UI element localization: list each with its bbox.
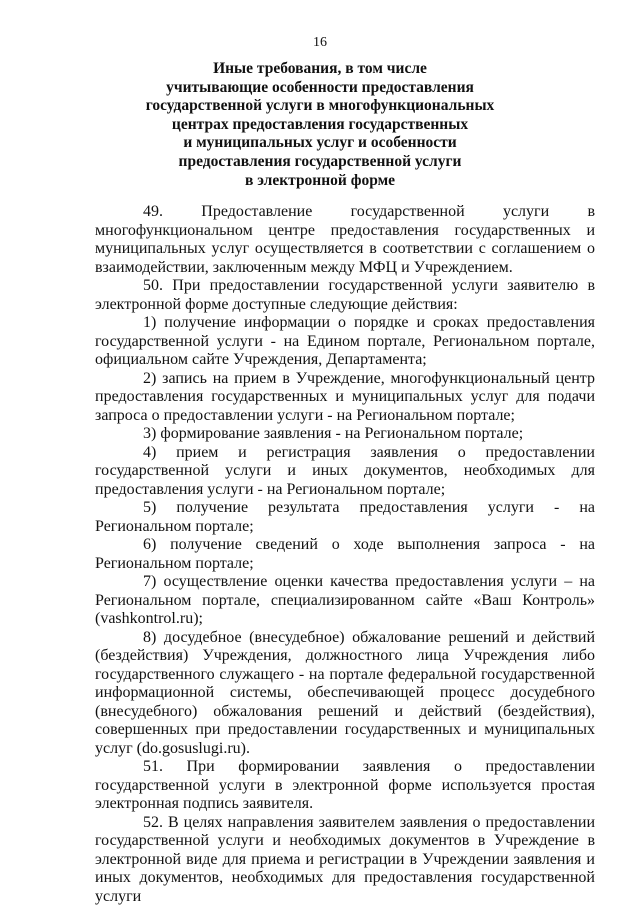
document-body bbox=[95, 203, 595, 906]
title-line: и муниципальных услуг и особенности bbox=[80, 134, 560, 153]
list-item-7: 7) осуществление оценки качества предоставления услуги – на Региональном портале, специализированном сайте «Ваш Контроль» (vashkontrol.ru); bbox=[95, 573, 595, 629]
paragraph-50: 50. При предоставлении государственной услуги заявителю в электронной форме доступные следующие действия: bbox=[95, 277, 595, 314]
list-item-5: 5) получение результата предоставления услуги - на Региональном портале; bbox=[95, 499, 595, 536]
list-item-4: 4) прием и регистрация заявления о предоставлении государственной услуги и иных документов, необходимых для предоставления услуги - на Региональном портале; bbox=[95, 444, 595, 500]
list-item-1: 1) получение информации о порядке и сроках предоставления государственной услуги - на Едином портале, Региональном портале, официальном сайте Учреждения, Департамента; bbox=[95, 314, 595, 370]
title-line: в электронной форме bbox=[80, 172, 560, 191]
title-line: центрах предоставления государственных bbox=[80, 116, 560, 135]
paragraph-49: 49. Предоставление государственной услуги в многофункциональном центре предоставления государственных и муниципальных услуг осуществляется в соответствии с соглашением о взаимодействии, заключенным между МФЦ и Учреждением. bbox=[95, 203, 595, 277]
title-line: учитывающие особенности предоставления bbox=[80, 79, 560, 98]
title-line: Иные требования, в том числе bbox=[80, 60, 560, 79]
section-title bbox=[80, 60, 560, 190]
list-item-2: 2) запись на прием в Учреждение, многофункциональный центр предоставления государственных и муниципальных услуг для подачи запроса о предоставлении услуги - на Региональном портале; bbox=[95, 370, 595, 426]
list-item-3: 3) формирование заявления - на Региональном портале; bbox=[95, 425, 595, 444]
paragraph-51: 51. При формировании заявления о предоставлении государственной услуги в электронной форме используется простая электронная подпись заявителя. bbox=[95, 758, 595, 814]
page-number: 16 bbox=[0, 35, 640, 51]
paragraph-52: 52. В целях направления заявителем заявления о предоставлении государственной услуги и необходимых документов в Учреждение в электронной виде для приема и регистрации в Учреждении заявления и иных документов, необходимых для предоставления государственной услуги bbox=[95, 814, 595, 906]
list-item-6: 6) получение сведений о ходе выполнения запроса - на Региональном портале; bbox=[95, 536, 595, 573]
list-item-8: 8) досудебное (внесудебное) обжалование решений и действий (бездействия) Учреждения, должностного лица Учреждения либо государственного служащего - на портале федеральной государственной информационной системы, обеспечивающей процесс досудебного (внесудебного) обжалования решений и действий (бездействия), совершенных при предоставлении государственных и муниципальных услуг (do.gosuslugi.ru). bbox=[95, 629, 595, 759]
title-line: предоставления государственной услуги bbox=[80, 153, 560, 172]
title-line: государственной услуги в многофункциональных bbox=[80, 97, 560, 116]
